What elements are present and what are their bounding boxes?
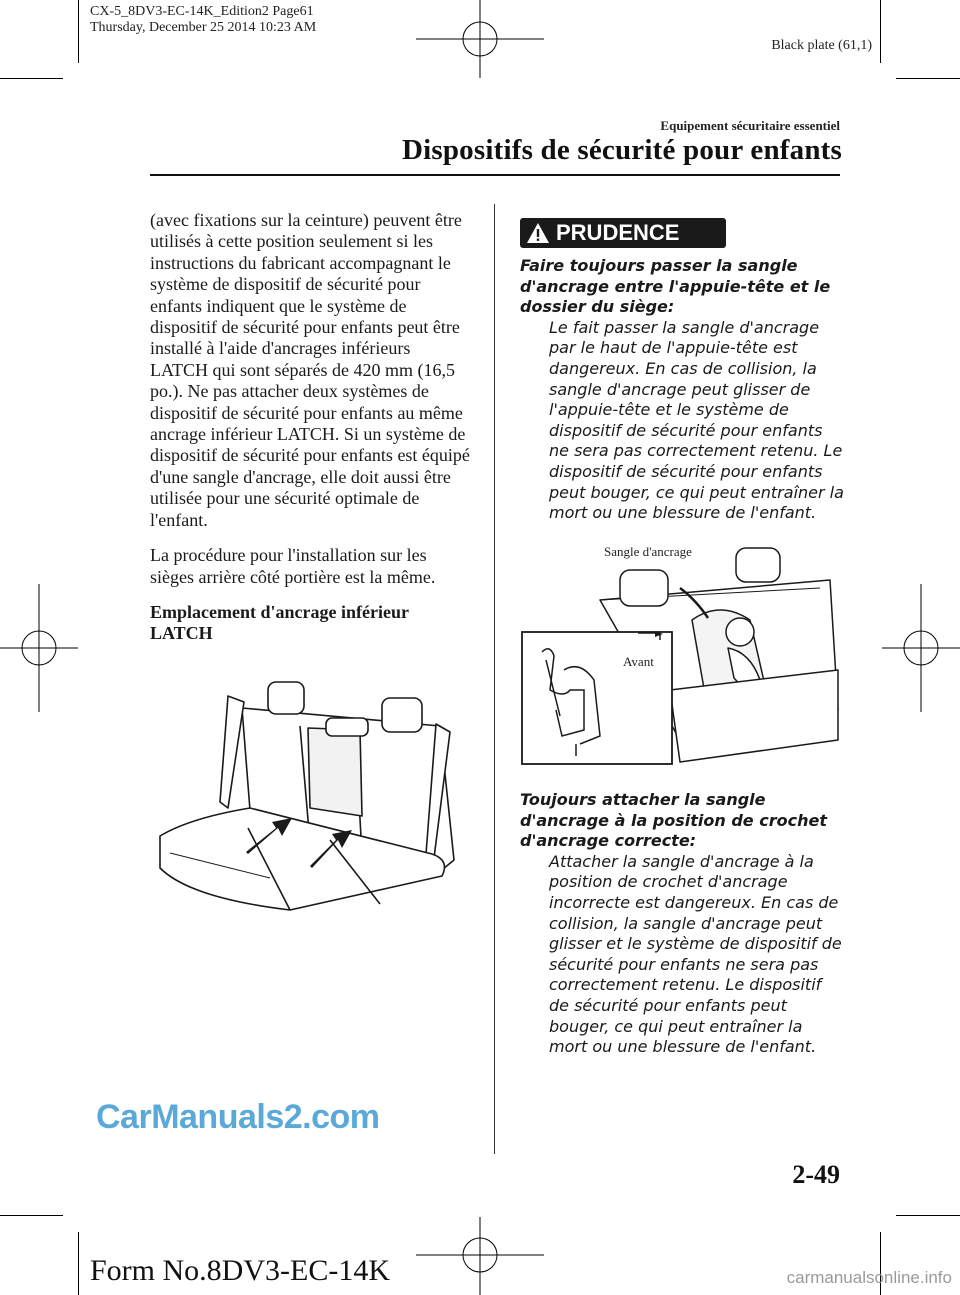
- page-number: 2-49: [792, 1160, 840, 1189]
- caution-item2-lead: Toujours attacher la sangle d'ancrage à la position de crochet d'ancrage correcte:: [520, 790, 827, 851]
- left-column-text: [150, 210, 470, 645]
- warning-triangle-icon: [526, 222, 550, 244]
- caution-item-headrest: [520, 256, 845, 524]
- column-divider: [494, 204, 495, 1154]
- form-number: Form No.8DV3-EC-14K: [90, 1254, 390, 1287]
- figure-label-front: Avant: [623, 654, 654, 669]
- heading-latch-location: Emplacement d'ancrage inférieur LATCH: [150, 601, 409, 644]
- section-subtitle: Equipement sécuritaire essentiel: [660, 118, 840, 133]
- section-title: Dispositifs de sécurité pour enfants: [401, 134, 842, 166]
- header-rule: [150, 174, 840, 176]
- caution-badge: [520, 218, 726, 248]
- figure-label-strap: Sangle d'ancrage: [604, 544, 692, 559]
- print-file-line: CX-5_8DV3-EC-14K_Edition2 Page61: [90, 4, 314, 19]
- rear-seat-latch-illustration: [150, 668, 466, 914]
- caution-item1-body: Le fait passer la sangle d'ancrage par le haut de l'appuie-tête est dangereux. En cas de collision, la sangle d'ancrage peut glisser de l'appuie-tête et le système de dispositif de sécurité pour enfants ne sera pas correctement retenu. Le dispositif de sécurité pour enfants peut bouger, ce qui peut entraîner la mort ou une blessure de l'enfant.: [549, 317, 844, 523]
- plate-label: Black plate (61,1): [771, 38, 872, 53]
- paragraph-side-seats: La procédure pour l'installation sur les sièges arrière côté portière est la même.: [150, 545, 436, 587]
- watermark-logo: CarManuals2.com: [96, 1098, 380, 1136]
- caution-item1-lead: Faire toujours passer la sangle d'ancrage entre l'appuie-tête et le dossier du siège:: [520, 256, 831, 317]
- watermark-site: carmanualsonline.info: [786, 1268, 952, 1287]
- caution-item2-body: Attacher la sangle d'ancrage à la position de crochet d'ancrage incorrecte est dangereux. En cas de collision, la sangle d'ancrage peut glisser et le système de dispositif de sécurité pour enfants ne sera pas correctement retenu. Le dispositif de sécurité pour enfants peut bouger, ce qui peut entraîner la mort ou une blessure de l'enfant.: [549, 851, 842, 1057]
- paragraph-latch: (avec fixations sur la ceinture) peuvent être utilisés à cette position seulement si les instructions du fabricant accompagnant le système de dispositif de sécurité pour enfants indiquent que le système de dispositif de sécurité pour enfants peut être installé à l'aide d'ancrages inférieurs LATCH qui sont séparés de 420 mm (16,5 po.). Ne pas attacher deux systèmes de dispositif de sécurité pour enfants au même ancrage inférieur LATCH. Si un système de dispositif de sécurité pour enfants est équipé d'une sangle d'ancrage, elle doit aussi être utilisée pour une sécurité optimale de l'enfant.: [150, 210, 470, 530]
- print-date-line: Thursday, December 25 2014 10:23 AM: [90, 20, 317, 35]
- caution-label: PRUDENCE: [556, 220, 680, 245]
- tether-strap-illustration: [520, 540, 840, 766]
- caution-item-anchor: [520, 790, 845, 1058]
